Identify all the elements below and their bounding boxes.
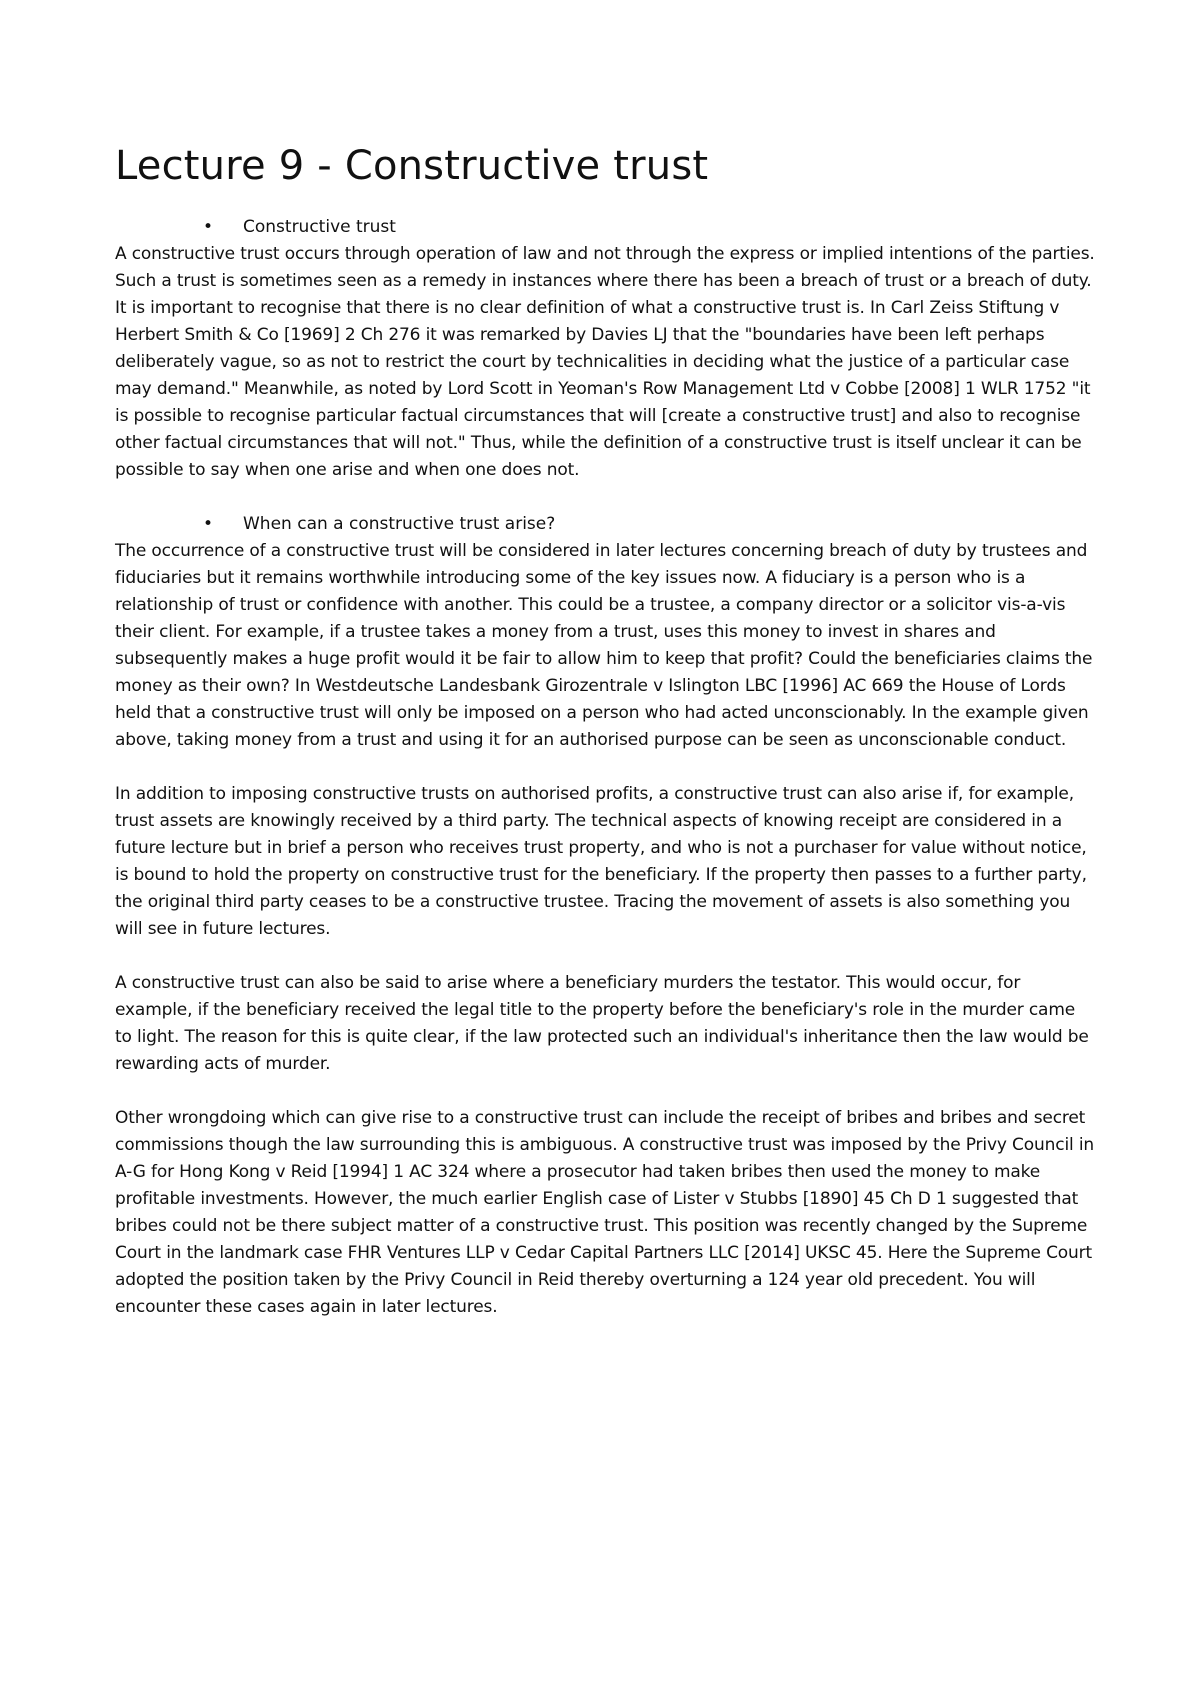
section-heading: When can a constructive trust arise?: [243, 514, 556, 534]
document-content: [115, 140, 1095, 1321]
paragraph-bribes: Other wrongdoing which can give rise to a constructive trust can include the receipt of bribes and bribes and secret commissions though the law surrounding this is ambiguous. A constructive trust was imposed by the Privy Council in A-G for Hong Kong v Reid [1994] 1 AC 324 where a prosecutor had taken bribes then used the money to make profitable investments. However, the much earlier English case of Lister v Stubbs [1890] 45 Ch D 1 suggested that bribes could not be there subject matter of a constructive trust. This position was recently changed by the Supreme Court in the landmark case FHR Ventures LLP v Cedar Capital Partners LLC [2014] UKSC 45. Here the Supreme Court adopted the position taken by the Privy Council in Reid thereby overturning a 124 year old precedent. You will encounter these cases again in later lectures.: [115, 1108, 1095, 1317]
bullet-icon: •: [203, 217, 214, 237]
bullet-heading-when-arise: [115, 511, 1095, 538]
page-title: Lecture 9 - Constructive trust: [115, 143, 709, 189]
section-heading: Constructive trust: [243, 217, 396, 237]
bullet-heading-constructive-trust: [115, 214, 1095, 241]
paragraph-definition: A constructive trust occurs through operation of law and not through the express or implied intentions of the parties. Such a trust is sometimes seen as a remedy in instances where there has been a breach of trust or a breach of duty. It is important to recognise that there is no clear definition of what a constructive trust is. In Carl Zeiss Stiftung v Herbert Smith & Co [1969] 2 Ch 276 it was remarked by Davies LJ that the "boundaries have been left perhaps deliberately vague, so as not to restrict the court by technicalities in deciding what the justice of a particular case may demand." Meanwhile, as noted by Lord Scott in Yeoman's Row Management Ltd v Cobbe [2008] 1 WLR 1752 "it is possible to recognise particular factual circumstances that will [create a constructive trust] and also to recognise other factual circumstances that will not." Thus, while the definition of a constructive trust is itself unclear it can be possible to say when one arise and when one does not.: [115, 244, 1095, 480]
paragraph-murder: A constructive trust can also be said to arise where a beneficiary murders the testator. This would occur, for example, if the beneficiary received the legal title to the property before the beneficiary's role in the murder came to light. The reason for this is quite clear, if the law protected such an individual's inheritance then the law would be rewarding acts of murder.: [115, 973, 1089, 1074]
paragraph-fiduciaries: The occurrence of a constructive trust will be considered in later lectures concerning breach of duty by trustees and fiduciaries but it remains worthwhile introducing some of the key issues now. A fiduciary is a person who is a relationship of trust or confidence with another. This could be a trustee, a company director or a solicitor vis-a-vis their client. For example, if a trustee takes a money from a trust, uses this money to invest in shares and subsequently makes a huge profit would it be fair to allow him to keep that profit? Could the beneficiaries claims the money as their own? In Westdeutsche Landesbank Girozentrale v Islington LBC [1996] AC 669 the House of Lords held that a constructive trust will only be imposed on a person who had acted unconscionably. In the example given above, taking money from a trust and using it for an authorised purpose can be seen as unconscionable conduct.: [115, 541, 1093, 750]
bullet-icon: •: [203, 514, 214, 534]
paragraph-knowing-receipt: In addition to imposing constructive trusts on authorised profits, a constructive trust can also arise if, for example, trust assets are knowingly received by a third party. The technical aspects of knowing receipt are considered in a future lecture but in brief a person who receives trust property, and who is not a purchaser for value without notice, is bound to hold the property on constructive trust for the beneficiary. If the property then passes to a further party, the original third party ceases to be a constructive trustee. Tracing the movement of assets is also something you will see in future lectures.: [115, 784, 1087, 939]
